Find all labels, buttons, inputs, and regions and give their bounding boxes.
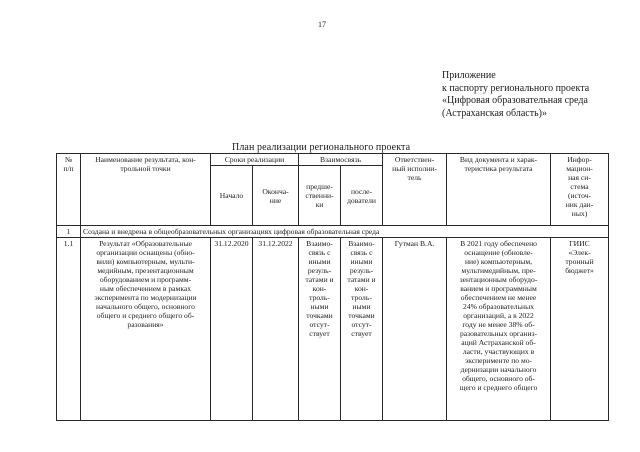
row-doc-type: В 2021 году обеспечено оснащение (обновле- ние) компьютерным, мультимедийным, пре- зентационным оборудо- ванием и программным обеспечением не менее 24% образовательных организаций, а в 2022 году не менее 38% об- разовательных организ- аций Астраханской об- ласти, участвующих в эксперименте по мо- дернизации начального общего, основного об- щего и среднего общего [447, 238, 551, 421]
section-row [57, 226, 609, 238]
row-end-date: 31.12.2022 [253, 238, 299, 421]
appendix-line: Приложение [442, 70, 496, 81]
plan-title: План реализации регионального проекта [232, 142, 411, 153]
row-start-date: 31.12.2020 [211, 238, 253, 421]
header-start: Начало [211, 166, 253, 226]
row-predecessors: Взаимо- связь с иными резуль- татами и кон- троль- ными точками отсут- ствует [299, 238, 341, 421]
header-info-system: Инфор- мацион- ная си- стема (источ- ник дан- ных) [551, 154, 609, 226]
appendix-line: к паспорту регионального проекта [442, 82, 590, 94]
table-row [57, 238, 609, 421]
row-responsible: Гутман В.А. [383, 238, 447, 421]
appendix-line: «Цифровая образовательная среда [442, 95, 588, 106]
page-number: 17 [318, 20, 326, 29]
header-doc-type: Вид документа и харак- теристика результата [447, 154, 551, 226]
header-terms: Сроки реализации [211, 154, 299, 166]
header-name: Наименование результата, кон- трольной точки [81, 154, 211, 226]
section-title: Создана и внедрена в общеобразовательных организациях цифровая образовательная среда [81, 226, 609, 238]
header-end: Оконча- ние [253, 166, 299, 226]
section-num: 1 [57, 226, 81, 238]
appendix-line: (Астраханская область)» [442, 107, 547, 119]
row-successors: Взаимо- связь с иными резуль- татами и кон- троль- ными точками отсут- ствует [341, 238, 383, 421]
row-result-name: Результат «Образовательные организации оснащены (обно- вили) компьютерным, мульти- медийным, презентационным оборудованием и программ- ным обеспечением в рамках эксперимента по модернизации начального общего, основного общего и среднего общего об- разования» [81, 238, 211, 421]
implementation-plan-table [56, 153, 609, 421]
row-info-system: ГИИС «Элек- тронный бюджет» [551, 238, 609, 421]
header-responsible: Ответствен- ный исполни- тель [383, 154, 447, 226]
header-successors: после- дователи [341, 166, 383, 226]
header-relation: Взаимосвязь [299, 154, 383, 166]
header-num: № п/п [57, 154, 81, 226]
row-num: 1.1 [57, 238, 81, 421]
header-row-1 [57, 154, 609, 166]
header-predecessors: предше- ственни- ки [299, 166, 341, 226]
appendix-caption [442, 70, 589, 120]
